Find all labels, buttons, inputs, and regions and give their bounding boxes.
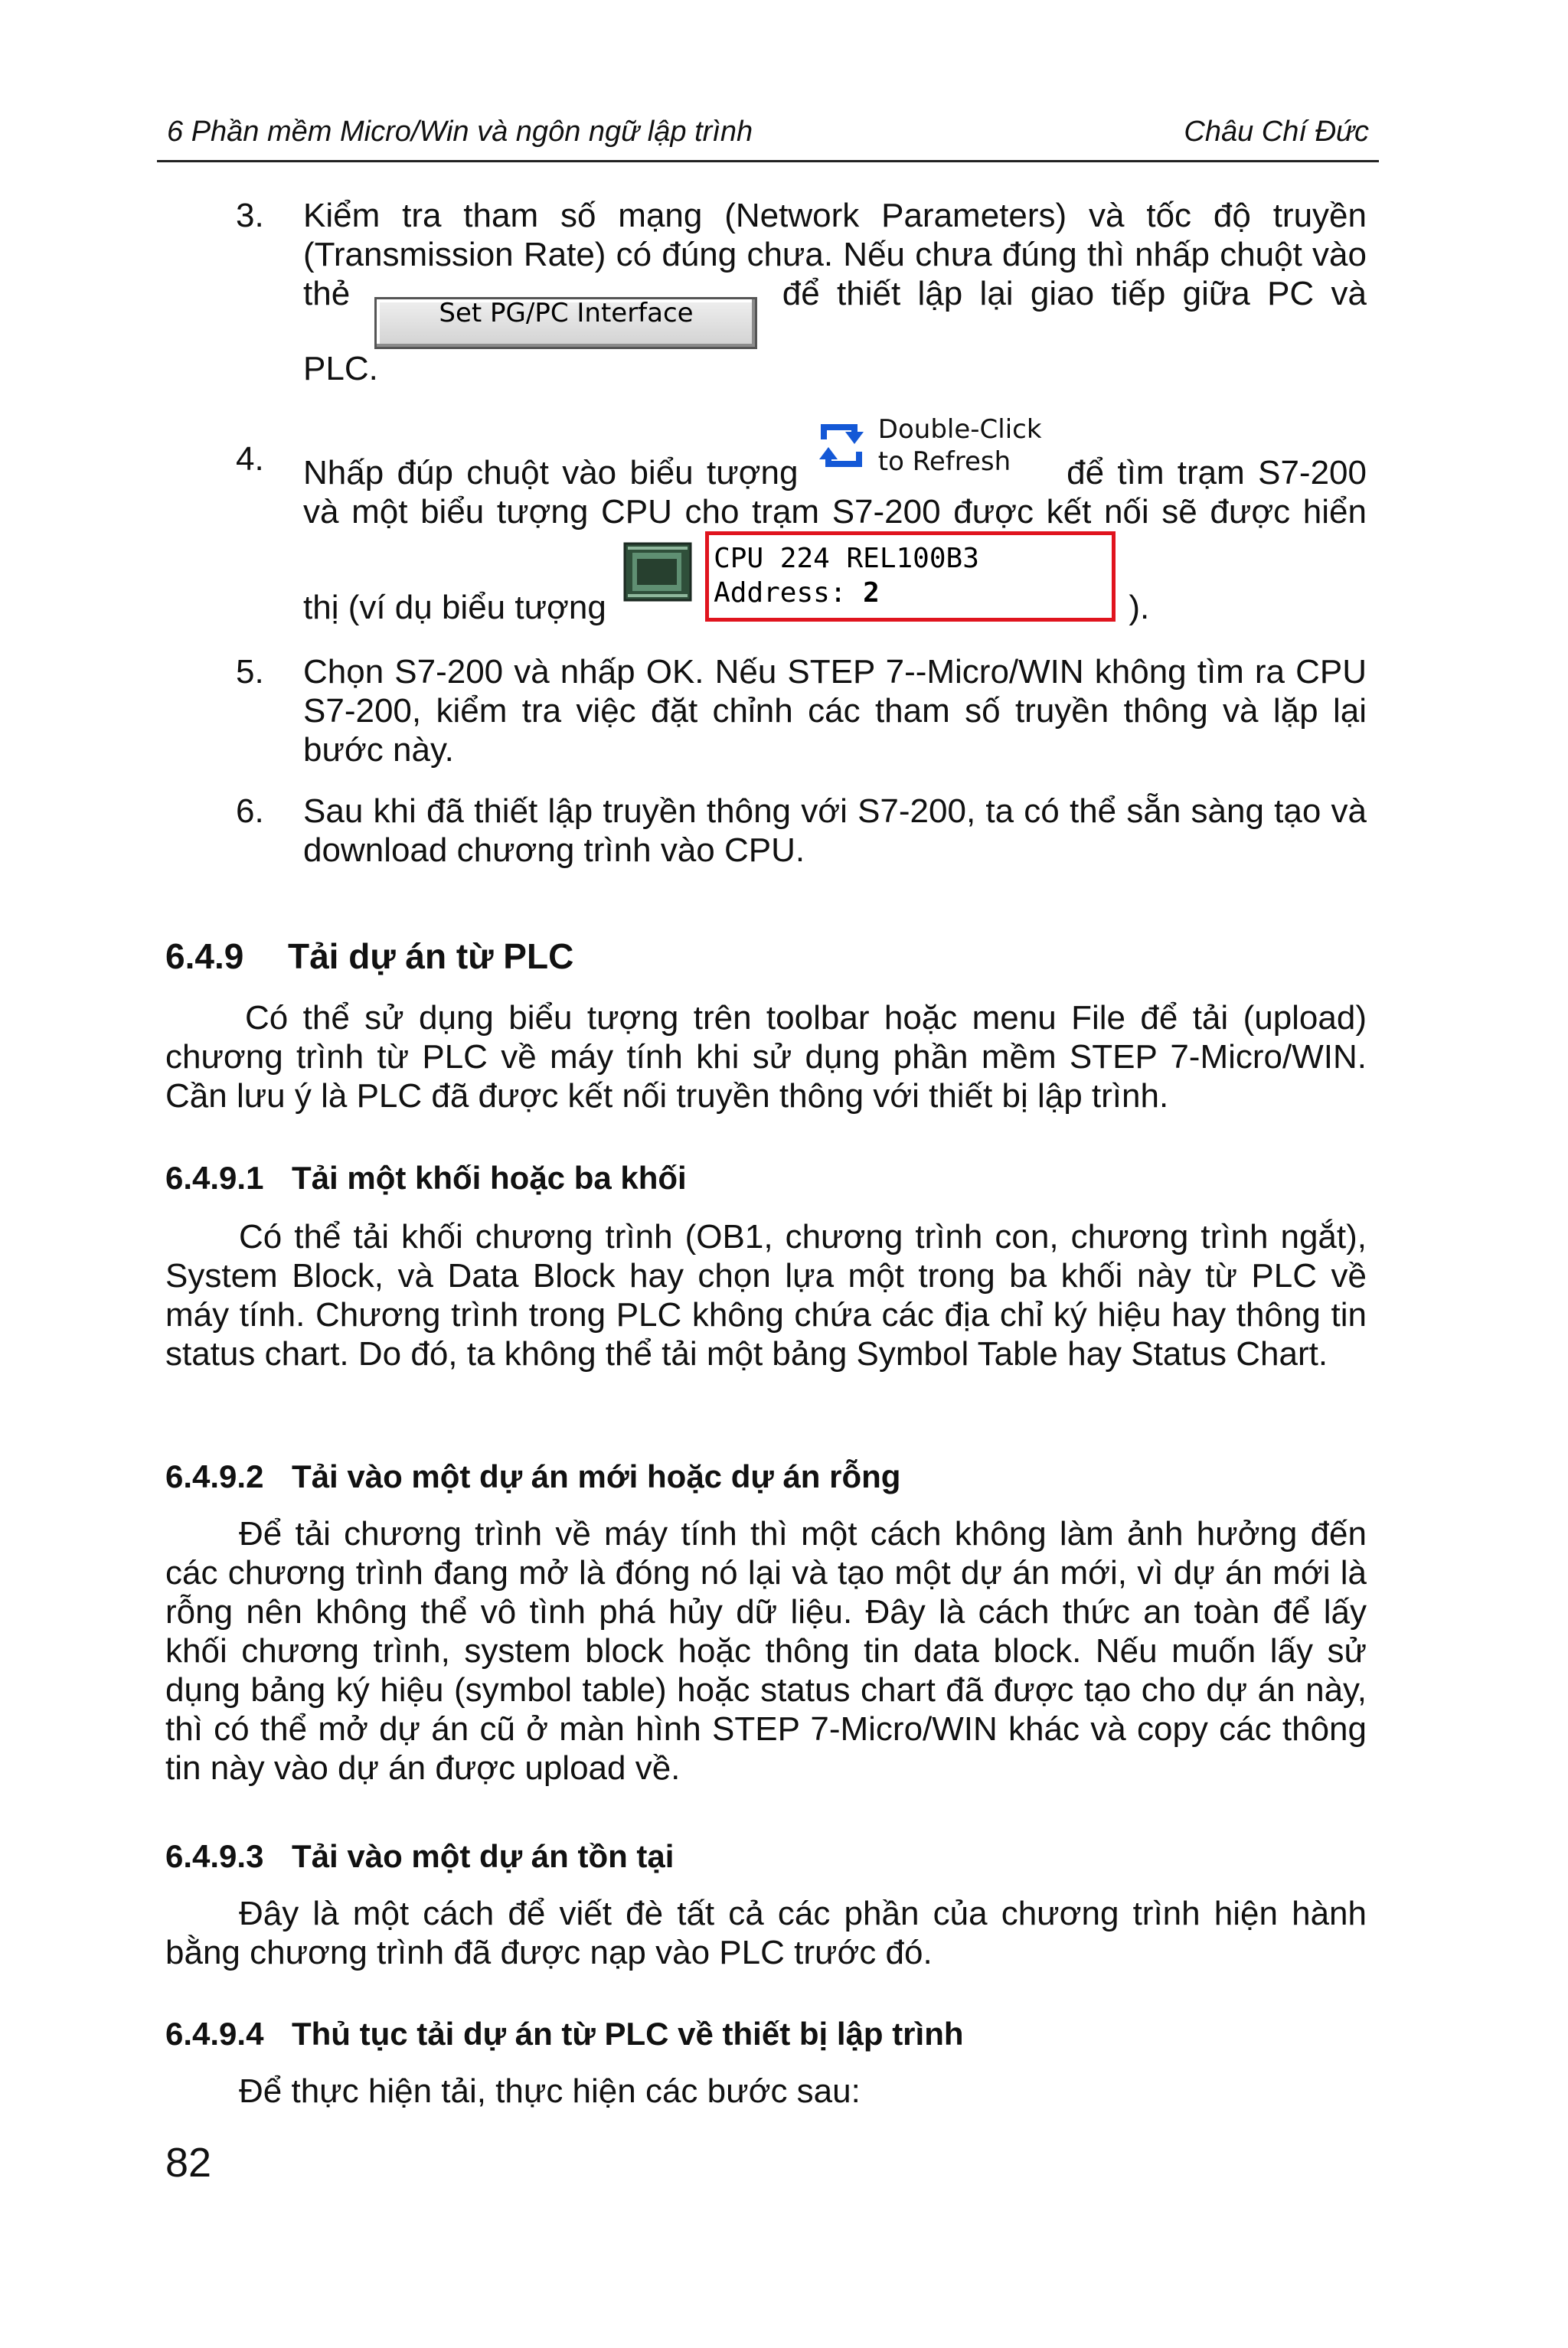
subsection-body: Có thể tải khối chương trình (OB1, chương trình con, chương trình ngắt), System Block, và Data Block hay chọn lựa một trong ba khối này từ PLC về máy tính. Chương trình trong PLC không chứa các địa chỉ ký hiệu hay thông tin status chart. Do đó, ta không thể tải một bảng Symbol Table hay Status Chart.	[165, 1218, 1367, 1373]
cpu-address-value: 2	[863, 577, 880, 609]
step-text: Nhấp đúp chuột vào biểu tượng	[303, 454, 799, 491]
refresh-icon	[815, 416, 868, 475]
refresh-label-line1: Double-Click	[877, 414, 1042, 445]
step-text: ).	[1129, 589, 1150, 626]
section-intro: Có thể sử dụng biểu tượng trên toolbar hoặc menu File để tải (upload) chương trình từ PLC về máy tính khi sử dụng phần mềm STEP 7-Micro/WIN. Cần lưu ý là PLC đã được kết nối truyền thông với thiết bị lập trình.	[165, 999, 1367, 1115]
subsection-heading: 6.4.9.4 Thủ tục tải dự án từ PLC về thiết bị lập trình	[165, 2016, 964, 2052]
list-item-step-4	[237, 413, 1367, 627]
step-text: để tìm trạm S7-200 và một biểu tượng CPU cho trạm S7-200 được kết nối sẽ được hiển thị (ví dụ biểu tượng	[303, 454, 1367, 626]
step-number: 4.	[236, 440, 264, 478]
step-number: 6.	[236, 792, 264, 830]
running-header-right: Châu Chí Đức	[1184, 116, 1369, 148]
list-item-step-3	[237, 196, 1367, 388]
step-number: 5.	[236, 653, 264, 691]
double-click-refresh[interactable]	[813, 413, 1052, 490]
list-item-step-6	[237, 792, 1367, 870]
cpu-station-entry[interactable]	[623, 531, 1119, 623]
cpu-name: CPU 224 REL100B3	[714, 543, 979, 574]
subsection-body: Đây là một cách để viết đè tất cả các phần của chương trình hiện hành bằng chương trình đã được nạp vào PLC trước đó.	[165, 1895, 1367, 1971]
cpu-station-box	[705, 531, 1116, 622]
step-text: để thiết lập lại giao tiếp giữa PC và PLC.	[303, 275, 1367, 387]
subsection-heading: 6.4.9.3 Tải vào một dự án tồn tại	[165, 1838, 675, 1874]
header-rule	[157, 160, 1379, 162]
list-item-step-5	[237, 652, 1367, 769]
subsection-heading: 6.4.9.2 Tải vào một dự án mới hoặc dự án rỗng	[165, 1458, 901, 1494]
subsection-body: Để thực hiện tải, thực hiện các bước sau:	[239, 2072, 861, 2110]
cpu-address-label: Address:	[714, 577, 847, 609]
page-number: 82	[165, 2140, 212, 2186]
refresh-label-line2: to Refresh	[877, 446, 1011, 477]
step-number: 3.	[236, 197, 264, 234]
step-text: Sau khi đã thiết lập truyền thông với S7-200, ta có thể sẵn sàng tạo và download chương trình vào CPU.	[303, 792, 1367, 869]
subsection-body: Để tải chương trình về máy tính thì một cách không làm ảnh hưởng đến các chương trình đang mở là đóng nó lại và tạo một dự án mới, vì dự án mới là rỗng nên không thể vô tình phá hủy dữ liệu. Đây là cách thức an toàn để lấy khối chương trình, system block hoặc thông tin data block. Nếu muốn lấy sử dụng bảng ký hiệu (symbol table) hoặc status chart đã được tạo cho dự án này, thì có thể mở dự án cũ ở màn hình STEP 7-Micro/WIN khác và copy các thông tin này vào dự án được upload về.	[165, 1515, 1367, 1787]
step-text: Kiểm tra tham số mạng (Network Parameters) và tốc độ truyền (Transmission Rate) có đúng chưa. Nếu chưa đúng thì nhấp chuột vào thẻ	[303, 197, 1367, 312]
step-text: Chọn S7-200 và nhấp OK. Nếu STEP 7--Micro/WIN không tìm ra CPU S7-200, kiểm tra việc đặt chỉnh các tham số truyền thông và lặp lại bước này.	[303, 653, 1367, 769]
cpu-module-icon	[623, 542, 692, 602]
set-pgpc-interface-button[interactable]: Set PG/PC Interface	[374, 297, 757, 349]
subsection-heading: 6.4.9.1 Tải một khối hoặc ba khối	[165, 1160, 687, 1196]
running-header-left: 6 Phần mềm Micro/Win và ngôn ngữ lập trình	[167, 116, 753, 148]
section-heading: 6.4.9 Tải dự án từ PLC	[165, 936, 574, 976]
